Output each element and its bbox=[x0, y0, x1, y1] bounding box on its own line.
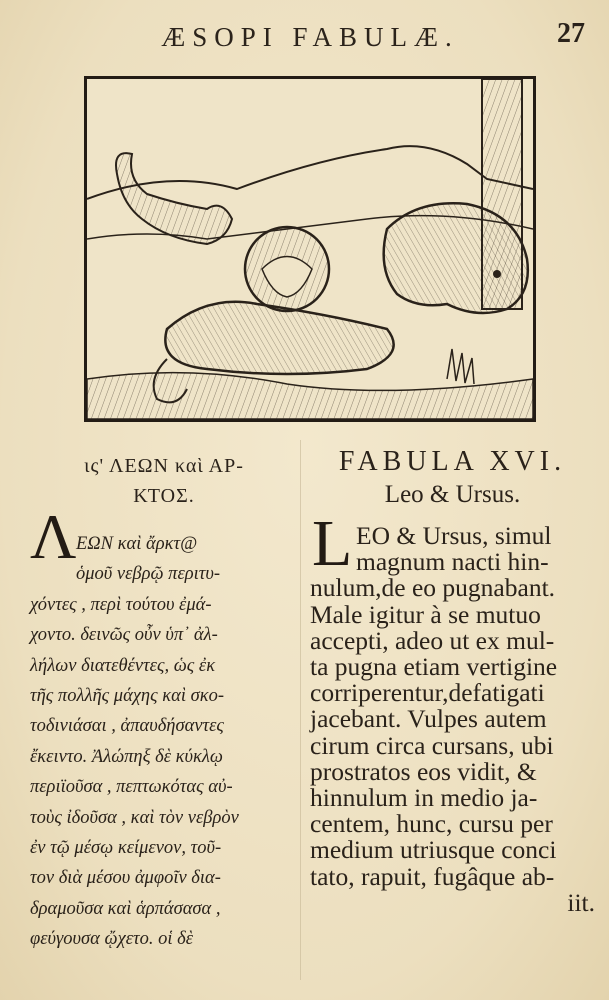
latin-column bbox=[310, 445, 595, 916]
page-number: 27 bbox=[557, 18, 585, 49]
latin-dropcap: L bbox=[312, 507, 353, 580]
greek-line: φεύγουσα ᾤχετο. οἱ δὲ bbox=[30, 929, 194, 950]
latin-text bbox=[310, 523, 595, 916]
greek-line: ἔκειντο. Ἀλώπηξ δὲ κύκλῳ bbox=[30, 746, 223, 767]
latin-line: centem, hunc, cursu per bbox=[310, 809, 553, 839]
latin-line: prostratos eos vidit, & bbox=[310, 756, 537, 786]
greek-line: περιϊοῦσα , πεπτωκότας αὐ- bbox=[30, 777, 233, 798]
greek-line: τῆς πολλῆς μάχης καὶ σκο- bbox=[30, 686, 224, 707]
greek-line: χόντες , περὶ τούτου ἐμά- bbox=[30, 594, 212, 615]
greek-line: ὁμοῦ νεβρῷ περιτυ- bbox=[76, 564, 221, 585]
greek-column bbox=[30, 445, 298, 955]
latin-line: medium utriusque conci bbox=[310, 835, 557, 865]
greek-line: ΕΩΝ καὶ ἄρκτ@ bbox=[76, 534, 198, 554]
latin-fable-title: FABULA XVI. bbox=[338, 446, 567, 477]
greek-dropcap: Λ bbox=[30, 501, 77, 572]
latin-line: nulum,de eo pugnabant. bbox=[310, 573, 556, 603]
latin-line: EO & Ursus, simul bbox=[356, 521, 552, 550]
latin-line: magnum nacti hin- bbox=[356, 547, 549, 577]
greek-line: τοὺς ἰδοῦσα , καὶ τὸν νεβρὸν bbox=[30, 807, 239, 828]
greek-line: χοντο. δεινῶς οὖν ὑπ᾿ ἀλ- bbox=[30, 625, 218, 646]
latin-fable-subtitle: Leo & Ursus. bbox=[384, 481, 521, 508]
greek-line: ἐν τῷ μέσῳ κείμενον, τοῦ- bbox=[30, 838, 222, 859]
greek-line: δραμοῦσα καὶ ἁρπάσασα , bbox=[30, 898, 221, 919]
greek-line: τον διὰ μέσου ἀμφοῖν δια- bbox=[30, 868, 221, 889]
greek-line: λήλων διατεθέντες, ὡς ἐκ bbox=[30, 655, 216, 676]
greek-line: τοδινιάσαι , ἀπαυδήσαντες bbox=[30, 716, 224, 737]
greek-title-line-2: ΚΤΟΣ. bbox=[133, 485, 195, 507]
latin-line: iit. bbox=[567, 887, 595, 917]
woodcut-drawing bbox=[87, 79, 533, 419]
greek-title-line-1: ις' ΛΕΩΝ καὶ ΑΡ- bbox=[84, 455, 244, 477]
latin-line: tato, rapuit, fugâque ab- bbox=[310, 861, 555, 891]
latin-line: cirum circa cursans, ubi bbox=[310, 730, 554, 760]
running-title: ÆSOPI FABULÆ. bbox=[161, 22, 459, 52]
latin-line: hinnulum in medio ja- bbox=[310, 783, 538, 813]
latin-line: accepti, adeo ut ex mul- bbox=[310, 625, 555, 655]
latin-line: ta pugna etiam vertigine bbox=[310, 652, 558, 682]
woodcut-illustration bbox=[84, 76, 536, 422]
latin-line: corriperentur,defatigati bbox=[310, 678, 545, 708]
greek-text bbox=[30, 529, 298, 955]
latin-line: jacebant. Vulpes autem bbox=[310, 704, 547, 734]
latin-line: Male igitur à se mutuo bbox=[310, 599, 541, 629]
column-divider bbox=[300, 440, 301, 980]
